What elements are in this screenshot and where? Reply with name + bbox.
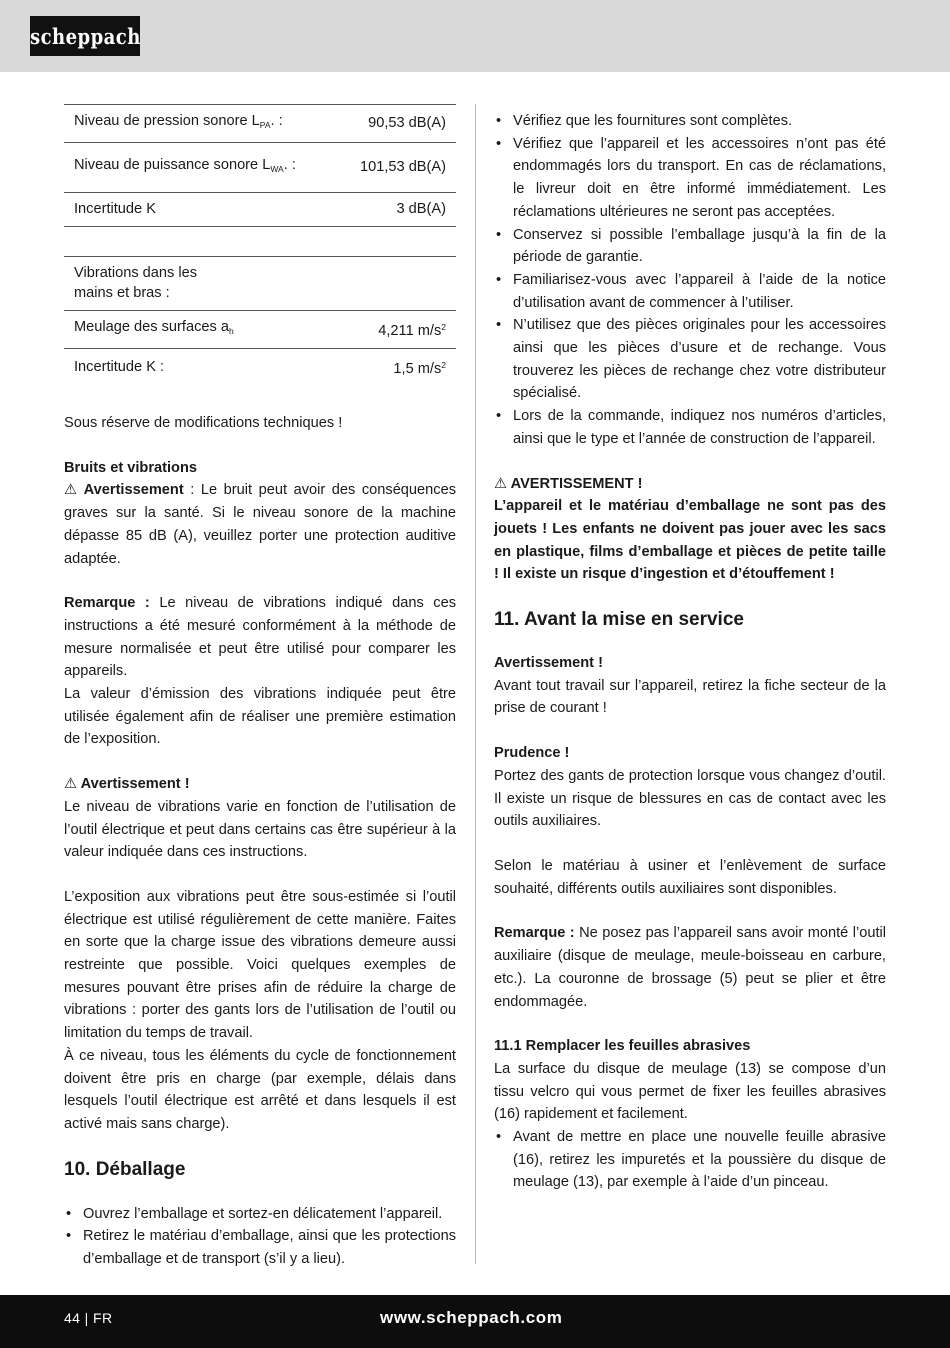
page-number: 44 | FR: [64, 1310, 113, 1326]
spec-value: 4,211 $m/s^2$: [350, 311, 456, 349]
warning-triangle-icon: ⚠: [64, 482, 78, 499]
noise-warning-paragraph: ⚠ Avertissement : Le bruit peut avoir des conséquences graves sur la santé. Si le niveau sonore de la machine dépasse 85 dB (A), veuillez porter une protection auditive adaptée.: [64, 479, 456, 570]
remark-paragraph: Remarque : Le niveau de vibrations indiqué dans ces instructions a été mesuré conformément à la méthode de mesure normalisée et peut être utilisé pour comparer les appareils.: [64, 595, 457, 680]
list-item: • Retirez le matériau d’emballage, ainsi que les protections d’emballage et de transport (s’il y a lieu).: [66, 1228, 456, 1268]
spec-label: Incertitude K: [64, 193, 350, 227]
list-item: • Lors de la commande, indiquez nos numéros d’articles, ainsi que le type et l’année de construction de l’appareil.: [496, 408, 886, 447]
cycle-paragraph: À ce niveau, tous les éléments du cycle de fonctionnement doivent être pris en charge (par exemple, délais dans lesquels l’outil électrique est arrêté et dans lesquels il est activé mais sans charge).: [64, 1047, 456, 1132]
table-row: [64, 143, 456, 193]
logo-text: scheppach: [29, 23, 141, 49]
caution-text: Portez des gants de protection lorsque vous changez d’outil. Il existe un risque de blessures en cas de contact avec les outils auxiliaires.: [494, 767, 886, 830]
warning2-text: Le niveau de vibrations varie en fonction de l’utilisation de l’outil électrique et peut dans certains cas être supérieur à la valeur indiquée dans ces instructions.: [64, 798, 456, 861]
spec-value: 90,53 dB(A): [350, 105, 456, 143]
section-11-title: 11. Avant la mise en service: [494, 609, 744, 631]
warn11-heading: Avertissement !: [494, 655, 603, 672]
spec-table: [64, 104, 456, 386]
table-row: [64, 311, 456, 349]
list-item: • Familiarisez-vous avec l’appareil à l’aide de la notice d’utilisation avant de commencer à l’utiliser.: [496, 271, 886, 311]
caution-heading: Prudence !: [494, 745, 570, 762]
table-row: [64, 105, 456, 143]
warning-triangle-icon: ⚠: [64, 776, 78, 793]
list-item: • Ouvrez l’emballage et sortez-en délicatement l’appareil.: [66, 1205, 443, 1222]
list-item: • Vérifiez que les fournitures sont complètes.: [496, 113, 793, 129]
header-bar: [0, 0, 950, 72]
spec-value: [350, 257, 456, 311]
section-10-title: 10. Déballage: [64, 1158, 186, 1180]
spec-label: [64, 227, 350, 257]
remark-paragraph: Remarque : Ne posez pas l’appareil sans avoir monté l’outil auxiliaire (disque de meulage, meule-boisseau en carbure, etc.). La couronne de brossage (5) peut se plier et être endommagée.: [494, 925, 886, 1010]
spec-label: Vibrations dans les mains et bras :: [64, 257, 350, 311]
spec-label: Niveau de pression sonore $L_{PA}$. :: [64, 105, 350, 143]
warning-heading: ⚠ AVERTISSEMENT !: [494, 473, 886, 496]
remark-paragraph-2: La valeur d’émission des vibrations indiquée peut être utilisée également afin de réaliser une première estimation de l’exposition.: [64, 686, 456, 748]
exposure-paragraph: L’exposition aux vibrations peut être sous-estimée si l’outil électrique est utilisé régulièrement de cette manière. Faites en sorte que la charge issue des vibrations demeure aussi restreinte que possible. Voici quelques exemples de mesures pouvant être prises afin de réduire la charge de vibrations : porter des gants lors de l’utilisation de l’outil ou limitation du temps de travail.: [64, 888, 456, 1042]
warn11-text: Avant tout travail sur l’appareil, retirez la fiche secteur de la prise de courant !: [494, 677, 886, 717]
left-column: [64, 104, 456, 1271]
spec-label: Niveau de puissance sonore $L_{WA}$. :: [64, 143, 350, 193]
table-row: [64, 257, 456, 311]
right-column: [494, 110, 886, 1194]
list-item: • Vérifiez que l’appareil et les accessoires n’ont pas été endommagés lors du transport. En cas de réclamations, le livreur doit en être informé immédiatement. Les réclamations ultérieures ne seront pas acceptées.: [496, 135, 886, 220]
spec-value: 3 dB(A): [350, 193, 456, 227]
list-item: • Avant de mettre en place une nouvelle feuille abrasive (16), retirez les impuretés et la poussière du disque de meulage (13), par exemple à l’aide d’un pinceau.: [496, 1129, 886, 1191]
table-row: [64, 193, 456, 227]
subsection-11-1-title: 11.1 Remplacer les feuilles abrasives: [494, 1038, 751, 1055]
tools-paragraph: Selon le matériau à usiner et l’enlèvement de surface souhaité, différents outils auxiliaires sont disponibles.: [494, 857, 886, 897]
subsection-list: [494, 1126, 886, 1194]
section-10-list: [64, 1203, 456, 1271]
table-row: [64, 349, 456, 387]
warning2-heading: ⚠ Avertissement !: [64, 773, 456, 796]
reserve-note: Sous réserve de modifications techniques !: [64, 415, 343, 431]
unpacking-list: [494, 110, 886, 451]
spec-label: Incertitude K :: [64, 349, 350, 387]
language-code: FR: [93, 1310, 113, 1326]
spec-label: Meulage des surfaces $a_h$: [64, 311, 350, 349]
column-divider: [475, 104, 476, 1264]
subsection-text: La surface du disque de meulage (13) se compose d’un tissu velcro qui vous permet de fixer les feuilles abrasives (16) rapidement et facilement.: [494, 1060, 886, 1123]
table-row: [64, 227, 456, 257]
website-link[interactable]: www.scheppach.com: [380, 1308, 563, 1327]
warning-triangle-icon: ⚠: [494, 475, 508, 492]
spec-value: [350, 227, 456, 257]
list-item: • N’utilisez que des pièces originales pour les accessoires ainsi que les pièces d’usure et de rechange. Vous trouverez les pièces de rechange chez votre distributeur spécialisé.: [496, 317, 886, 402]
spec-value: 101,53 dB(A): [350, 143, 456, 193]
scheppach-logo: [30, 16, 140, 56]
spec-value: 1,5 $m/s^2$: [350, 349, 456, 387]
warning-text: L’appareil et le matériau d’emballage ne sont pas des jouets ! Les enfants ne doivent pas jouer avec les sacs en plastique, films d’emballage et pièces de petite taille ! Il existe un risque d’ingestion et d’étouffement !: [494, 498, 886, 583]
footer-separator: |: [84, 1310, 89, 1326]
list-item: • Conservez si possible l’emballage jusqu’à la fin de la période de garantie.: [496, 226, 886, 266]
noise-heading: Bruits et vibrations: [64, 459, 197, 476]
